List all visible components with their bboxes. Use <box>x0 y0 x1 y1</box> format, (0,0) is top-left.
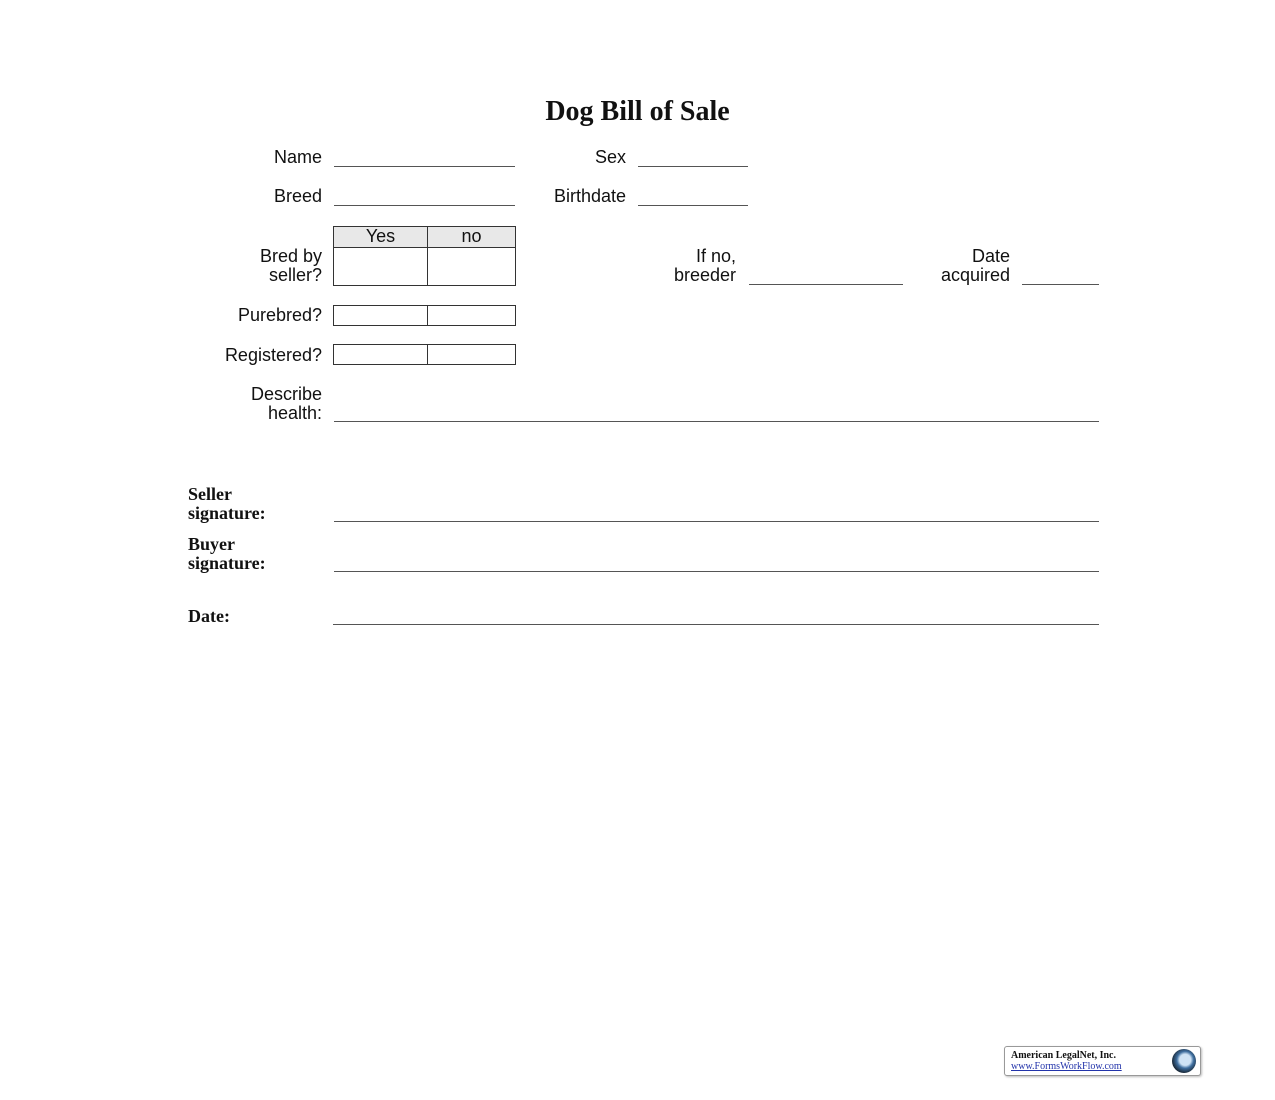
date-label: Date: <box>188 606 230 626</box>
badge-company: American LegalNet, Inc. <box>1011 1050 1116 1061</box>
bred-by-seller-label-line2: seller? <box>268 265 322 285</box>
american-legalnet-badge[interactable] <box>1004 1046 1201 1076</box>
date-acquired-label <box>900 247 1010 285</box>
seller-signature-field[interactable] <box>334 521 1099 522</box>
date-acquired-field[interactable] <box>1022 284 1099 285</box>
health-label <box>200 385 322 423</box>
date-acquired-label-line1: Date <box>971 246 1010 266</box>
bred-by-seller-no-cell[interactable] <box>428 248 515 285</box>
birthdate-field[interactable] <box>638 205 748 206</box>
name-field[interactable] <box>334 166 515 167</box>
seller-signature-label-line2: signature: <box>188 503 266 523</box>
name-label: Name <box>273 147 322 167</box>
yes-header: Yes <box>334 227 428 247</box>
sex-label: Sex <box>594 147 626 167</box>
bred-by-seller-label-line1: Bred by <box>259 246 322 266</box>
breed-label: Breed <box>273 186 322 206</box>
health-label-line1: Describe <box>250 384 322 404</box>
breeder-field[interactable] <box>749 284 903 285</box>
registered-no-cell[interactable] <box>428 345 515 364</box>
buyer-signature-label <box>188 535 266 573</box>
breed-field[interactable] <box>334 205 515 206</box>
breeder-label <box>630 247 736 285</box>
date-acquired-label-line2: acquired <box>940 265 1010 285</box>
badge-url-link[interactable]: www.FormsWorkFlow.com <box>1011 1061 1122 1072</box>
no-header: no <box>461 226 482 246</box>
purebred-no-cell[interactable] <box>428 306 515 325</box>
bred-by-seller-label <box>200 247 322 285</box>
purebred-yes-cell[interactable] <box>334 306 428 325</box>
registered-yes-cell[interactable] <box>334 345 428 364</box>
document-title: Dog Bill of Sale <box>545 96 730 127</box>
breeder-label-line2: breeder <box>673 265 736 285</box>
purebred-label: Purebred? <box>237 305 322 325</box>
date-field[interactable] <box>333 624 1099 625</box>
registered-label: Registered? <box>224 345 322 365</box>
bred-by-seller-table <box>333 226 516 286</box>
purebred-boxes <box>333 305 516 326</box>
bred-by-seller-yes-cell[interactable] <box>334 248 428 285</box>
seller-signature-label-line1: Seller <box>188 484 232 504</box>
registered-boxes <box>333 344 516 365</box>
buyer-signature-label-line1: Buyer <box>188 534 235 554</box>
health-field[interactable] <box>334 421 1099 422</box>
birthdate-label: Birthdate <box>553 186 626 206</box>
globe-logo-icon <box>1172 1049 1196 1073</box>
buyer-signature-field[interactable] <box>334 571 1099 572</box>
yes-no-header <box>334 227 515 248</box>
seller-signature-label <box>188 485 266 523</box>
breeder-label-line1: If no, <box>695 246 736 266</box>
buyer-signature-label-line2: signature: <box>188 553 266 573</box>
health-label-line2: health: <box>267 403 322 423</box>
sex-field[interactable] <box>638 166 748 167</box>
